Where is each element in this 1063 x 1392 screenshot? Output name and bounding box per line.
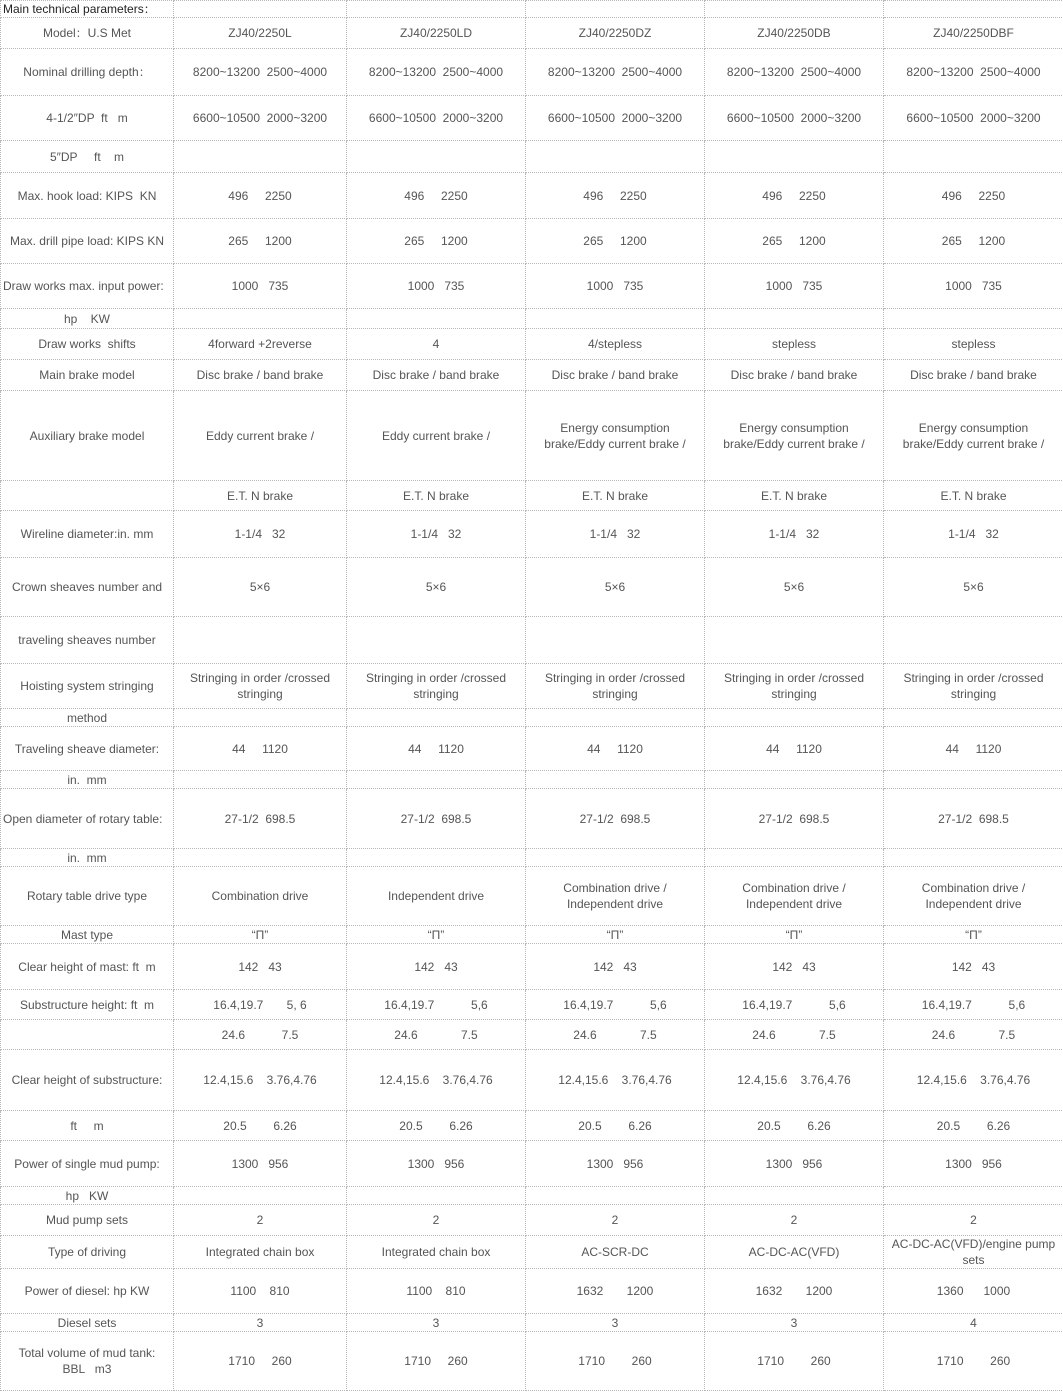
- value-cell: [526, 1187, 705, 1205]
- value-cell: Stringing in order /crossed stringing: [884, 664, 1063, 709]
- value-cell: Stringing in order /crossed stringing: [347, 664, 526, 709]
- value-cell: Combination drive / Independent drive: [884, 867, 1063, 926]
- value-cell: 5×6: [347, 558, 526, 617]
- value-cell: 1710 260: [526, 1332, 705, 1391]
- value-cell: 12.4,15.6 3.76,4.76: [884, 1050, 1063, 1111]
- value-cell: [526, 141, 705, 173]
- value-cell: Eddy current brake /: [347, 391, 526, 481]
- value-cell: 265 1200: [526, 219, 705, 264]
- value-cell: Combination drive / Independent drive: [705, 867, 884, 926]
- value-cell: [705, 617, 884, 664]
- value-cell: Stringing in order /crossed stringing: [526, 664, 705, 709]
- value-cell: 1710 260: [174, 1332, 347, 1391]
- value-cell: ZJ40/2250LD: [347, 18, 526, 49]
- value-cell: 24.6 7.5: [526, 1020, 705, 1050]
- value-cell: 20.5 6.26: [884, 1111, 1063, 1141]
- table-row: [1, 309, 1063, 329]
- value-cell: [884, 1187, 1063, 1205]
- table-row: [1, 511, 1063, 558]
- value-cell: E.T. N brake: [174, 481, 347, 511]
- value-cell: E.T. N brake: [347, 481, 526, 511]
- value-cell: [705, 309, 884, 329]
- table-row: [1, 1020, 1063, 1050]
- value-cell: stepless: [705, 329, 884, 360]
- value-cell: [174, 309, 347, 329]
- row-label: Auxiliary brake model: [1, 391, 174, 481]
- value-cell: 265 1200: [174, 219, 347, 264]
- row-label: 5″DP ft m: [1, 141, 174, 173]
- row-label: hp KW: [1, 1187, 174, 1205]
- value-cell: 1360 1000: [884, 1269, 1063, 1314]
- row-label: Hoisting system stringing: [1, 664, 174, 709]
- value-cell: [526, 709, 705, 727]
- row-label: Draw works shifts: [1, 329, 174, 360]
- value-cell: 5×6: [526, 558, 705, 617]
- row-label: in. mm: [1, 849, 174, 867]
- row-label: Mast type: [1, 926, 174, 944]
- row-label: Wireline diameter:in. mm: [1, 511, 174, 558]
- value-cell: 20.5 6.26: [174, 1111, 347, 1141]
- value-cell: 1-1/4 32: [884, 511, 1063, 558]
- table-row: [1, 481, 1063, 511]
- row-label: Open diameter of rotary table:: [1, 789, 174, 849]
- value-cell: 3: [705, 1314, 884, 1332]
- value-cell: 3: [174, 1314, 347, 1332]
- row-label: method: [1, 709, 174, 727]
- value-cell: stepless: [884, 329, 1063, 360]
- value-cell: Combination drive / Independent drive: [526, 867, 705, 926]
- value-cell: [526, 617, 705, 664]
- row-label: Nominal drilling depth：: [1, 49, 174, 96]
- value-cell: 1300 956: [526, 1141, 705, 1187]
- row-label: Clear height of substructure:: [1, 1050, 174, 1111]
- value-cell: 20.5 6.26: [705, 1111, 884, 1141]
- value-cell: 1632 1200: [705, 1269, 884, 1314]
- value-cell: [884, 617, 1063, 664]
- value-cell: 24.6 7.5: [347, 1020, 526, 1050]
- row-label: Max. hook load: KIPS KN: [1, 173, 174, 219]
- value-cell: 44 1120: [884, 727, 1063, 771]
- table-row: [1, 49, 1063, 96]
- value-cell: [347, 849, 526, 867]
- row-label: Draw works max. input power:: [1, 264, 174, 309]
- value-cell: 1-1/4 32: [174, 511, 347, 558]
- value-cell: 1-1/4 32: [347, 511, 526, 558]
- row-label: Traveling sheave diameter:: [1, 727, 174, 771]
- value-cell: [347, 309, 526, 329]
- table-row: [1, 360, 1063, 391]
- value-cell: 496 2250: [174, 173, 347, 219]
- value-cell: ZJ40/2250DB: [705, 18, 884, 49]
- value-cell: [347, 1, 526, 18]
- value-cell: 5×6: [174, 558, 347, 617]
- value-cell: Disc brake / band brake: [526, 360, 705, 391]
- value-cell: 6600~10500 2000~3200: [884, 96, 1063, 141]
- value-cell: Eddy current brake /: [174, 391, 347, 481]
- value-cell: [347, 771, 526, 789]
- table-row: [1, 1, 1063, 18]
- value-cell: 1710 260: [347, 1332, 526, 1391]
- table-row: [1, 1269, 1063, 1314]
- table-row: [1, 789, 1063, 849]
- value-cell: 1-1/4 32: [526, 511, 705, 558]
- table-row: [1, 664, 1063, 709]
- table-row: [1, 264, 1063, 309]
- value-cell: [705, 1187, 884, 1205]
- value-cell: 2: [347, 1205, 526, 1236]
- value-cell: 1710 260: [884, 1332, 1063, 1391]
- row-label: Clear height of mast: ft m: [1, 944, 174, 990]
- row-label: Diesel sets: [1, 1314, 174, 1332]
- value-cell: 24.6 7.5: [705, 1020, 884, 1050]
- value-cell: 1100 810: [174, 1269, 347, 1314]
- row-label: Type of driving: [1, 1236, 174, 1269]
- value-cell: AC-DC-AC(VFD)/engine pump sets: [884, 1236, 1063, 1269]
- value-cell: 265 1200: [884, 219, 1063, 264]
- value-cell: 4forward +2reverse: [174, 329, 347, 360]
- value-cell: Energy consumption brake/Eddy current brake /: [526, 391, 705, 481]
- value-cell: 24.6 7.5: [174, 1020, 347, 1050]
- value-cell: 8200~13200 2500~4000: [347, 49, 526, 96]
- value-cell: [174, 849, 347, 867]
- value-cell: Disc brake / band brake: [705, 360, 884, 391]
- value-cell: [347, 709, 526, 727]
- row-label: Rotary table drive type: [1, 867, 174, 926]
- table-row: [1, 990, 1063, 1020]
- value-cell: “Π”: [884, 926, 1063, 944]
- value-cell: 142 43: [526, 944, 705, 990]
- table-row: [1, 944, 1063, 990]
- value-cell: AC-SCR-DC: [526, 1236, 705, 1269]
- table-row: [1, 173, 1063, 219]
- value-cell: 12.4,15.6 3.76,4.76: [526, 1050, 705, 1111]
- value-cell: 496 2250: [526, 173, 705, 219]
- value-cell: [884, 771, 1063, 789]
- value-cell: 4: [347, 329, 526, 360]
- row-label: Power of single mud pump:: [1, 1141, 174, 1187]
- table-row: [1, 771, 1063, 789]
- table-row: [1, 1236, 1063, 1269]
- value-cell: 1-1/4 32: [705, 511, 884, 558]
- table-row: [1, 1111, 1063, 1141]
- value-cell: [174, 141, 347, 173]
- row-label: 4-1/2″DP ft m: [1, 96, 174, 141]
- value-cell: [174, 771, 347, 789]
- value-cell: ZJ40/2250L: [174, 18, 347, 49]
- row-label: Substructure height: ft m: [1, 990, 174, 1020]
- value-cell: Stringing in order /crossed stringing: [174, 664, 347, 709]
- value-cell: [884, 141, 1063, 173]
- value-cell: 12.4,15.6 3.76,4.76: [347, 1050, 526, 1111]
- value-cell: 496 2250: [347, 173, 526, 219]
- value-cell: [526, 849, 705, 867]
- row-label: in. mm: [1, 771, 174, 789]
- value-cell: 5×6: [884, 558, 1063, 617]
- value-cell: [174, 617, 347, 664]
- table-row: [1, 96, 1063, 141]
- value-cell: Energy consumption brake/Eddy current brake /: [884, 391, 1063, 481]
- value-cell: 265 1200: [705, 219, 884, 264]
- value-cell: [347, 1187, 526, 1205]
- value-cell: 2: [884, 1205, 1063, 1236]
- value-cell: 265 1200: [347, 219, 526, 264]
- value-cell: [884, 309, 1063, 329]
- value-cell: 1300 956: [705, 1141, 884, 1187]
- value-cell: 8200~13200 2500~4000: [174, 49, 347, 96]
- value-cell: [884, 1, 1063, 18]
- value-cell: ZJ40/2250DZ: [526, 18, 705, 49]
- value-cell: [705, 849, 884, 867]
- value-cell: 496 2250: [884, 173, 1063, 219]
- value-cell: 6600~10500 2000~3200: [347, 96, 526, 141]
- value-cell: 8200~13200 2500~4000: [884, 49, 1063, 96]
- value-cell: 1000 735: [174, 264, 347, 309]
- value-cell: 44 1120: [347, 727, 526, 771]
- value-cell: 20.5 6.26: [347, 1111, 526, 1141]
- value-cell: “Π”: [347, 926, 526, 944]
- table-row: [1, 727, 1063, 771]
- table-row: [1, 1141, 1063, 1187]
- value-cell: Integrated chain box: [174, 1236, 347, 1269]
- table-row: [1, 1205, 1063, 1236]
- value-cell: 4: [884, 1314, 1063, 1332]
- value-cell: 27-1/2 698.5: [526, 789, 705, 849]
- value-cell: 27-1/2 698.5: [884, 789, 1063, 849]
- row-label: Total volume of mud tank: BBL m3: [1, 1332, 174, 1391]
- row-label: ft m: [1, 1111, 174, 1141]
- value-cell: 44 1120: [705, 727, 884, 771]
- table-row: [1, 849, 1063, 867]
- row-label: Crown sheaves number and: [1, 558, 174, 617]
- value-cell: [526, 1, 705, 18]
- row-label: Power of diesel: hp KW: [1, 1269, 174, 1314]
- value-cell: 8200~13200 2500~4000: [705, 49, 884, 96]
- value-cell: [347, 141, 526, 173]
- value-cell: AC-DC-AC(VFD): [705, 1236, 884, 1269]
- value-cell: Integrated chain box: [347, 1236, 526, 1269]
- value-cell: 142 43: [705, 944, 884, 990]
- section-title: Main technical parameters：: [1, 1, 174, 18]
- value-cell: 12.4,15.6 3.76,4.76: [174, 1050, 347, 1111]
- value-cell: 142 43: [174, 944, 347, 990]
- value-cell: 24.6 7.5: [884, 1020, 1063, 1050]
- value-cell: 3: [526, 1314, 705, 1332]
- table-row: [1, 1050, 1063, 1111]
- value-cell: Disc brake / band brake: [174, 360, 347, 391]
- table-row: [1, 329, 1063, 360]
- value-cell: 6600~10500 2000~3200: [174, 96, 347, 141]
- row-label: hp KW: [1, 309, 174, 329]
- table-row: [1, 18, 1063, 49]
- value-cell: 1100 810: [347, 1269, 526, 1314]
- table-row: [1, 219, 1063, 264]
- row-label: [1, 481, 174, 511]
- value-cell: “Π”: [174, 926, 347, 944]
- value-cell: ZJ40/2250DBF: [884, 18, 1063, 49]
- table-row: [1, 1332, 1063, 1391]
- value-cell: [884, 849, 1063, 867]
- value-cell: 1300 956: [884, 1141, 1063, 1187]
- table-row: [1, 867, 1063, 926]
- value-cell: Energy consumption brake/Eddy current brake /: [705, 391, 884, 481]
- value-cell: 16.4,19.7 5,6: [347, 990, 526, 1020]
- value-cell: [705, 709, 884, 727]
- value-cell: Disc brake / band brake: [347, 360, 526, 391]
- value-cell: 16.4,19.7 5,6: [884, 990, 1063, 1020]
- value-cell: [884, 709, 1063, 727]
- row-label: traveling sheaves number: [1, 617, 174, 664]
- row-label: Model：U.S Met: [1, 18, 174, 49]
- value-cell: [526, 771, 705, 789]
- value-cell: 1300 956: [347, 1141, 526, 1187]
- value-cell: 2: [526, 1205, 705, 1236]
- value-cell: [347, 617, 526, 664]
- value-cell: 1000 735: [705, 264, 884, 309]
- value-cell: [705, 1, 884, 18]
- value-cell: 12.4,15.6 3.76,4.76: [705, 1050, 884, 1111]
- value-cell: E.T. N brake: [884, 481, 1063, 511]
- row-label: Max. drill pipe load: KIPS KN: [1, 219, 174, 264]
- value-cell: [705, 141, 884, 173]
- value-cell: [174, 1, 347, 18]
- value-cell: 44 1120: [174, 727, 347, 771]
- value-cell: 142 43: [884, 944, 1063, 990]
- row-label: Main brake model: [1, 360, 174, 391]
- value-cell: Combination drive: [174, 867, 347, 926]
- value-cell: 2: [174, 1205, 347, 1236]
- value-cell: “Π”: [526, 926, 705, 944]
- table-row: [1, 558, 1063, 617]
- value-cell: 5×6: [705, 558, 884, 617]
- row-label: Mud pump sets: [1, 1205, 174, 1236]
- value-cell: 1300 956: [174, 1141, 347, 1187]
- value-cell: 16.4,19.7 5,6: [705, 990, 884, 1020]
- value-cell: [526, 309, 705, 329]
- value-cell: [705, 771, 884, 789]
- value-cell: 1710 260: [705, 1332, 884, 1391]
- value-cell: E.T. N brake: [705, 481, 884, 511]
- value-cell: 27-1/2 698.5: [174, 789, 347, 849]
- value-cell: 16.4,19.7 5, 6: [174, 990, 347, 1020]
- value-cell: 496 2250: [705, 173, 884, 219]
- value-cell: 8200~13200 2500~4000: [526, 49, 705, 96]
- value-cell: Stringing in order /crossed stringing: [705, 664, 884, 709]
- value-cell: 1000 735: [884, 264, 1063, 309]
- row-label: [1, 1020, 174, 1050]
- value-cell: Disc brake / band brake: [884, 360, 1063, 391]
- value-cell: 3: [347, 1314, 526, 1332]
- value-cell: E.T. N brake: [526, 481, 705, 511]
- table-row: [1, 391, 1063, 481]
- value-cell: 44 1120: [526, 727, 705, 771]
- table-row: [1, 709, 1063, 727]
- value-cell: [174, 709, 347, 727]
- value-cell: 1632 1200: [526, 1269, 705, 1314]
- value-cell: 1000 735: [526, 264, 705, 309]
- value-cell: “Π”: [705, 926, 884, 944]
- table-row: [1, 141, 1063, 173]
- value-cell: Independent drive: [347, 867, 526, 926]
- table-row: [1, 1187, 1063, 1205]
- value-cell: 2: [705, 1205, 884, 1236]
- value-cell: 1000 735: [347, 264, 526, 309]
- value-cell: 27-1/2 698.5: [347, 789, 526, 849]
- value-cell: 20.5 6.26: [526, 1111, 705, 1141]
- value-cell: 6600~10500 2000~3200: [526, 96, 705, 141]
- value-cell: 142 43: [347, 944, 526, 990]
- table-row: [1, 1314, 1063, 1332]
- value-cell: 4/stepless: [526, 329, 705, 360]
- value-cell: 16.4,19.7 5,6: [526, 990, 705, 1020]
- table-row: [1, 617, 1063, 664]
- table-row: [1, 926, 1063, 944]
- value-cell: 6600~10500 2000~3200: [705, 96, 884, 141]
- value-cell: [174, 1187, 347, 1205]
- value-cell: 27-1/2 698.5: [705, 789, 884, 849]
